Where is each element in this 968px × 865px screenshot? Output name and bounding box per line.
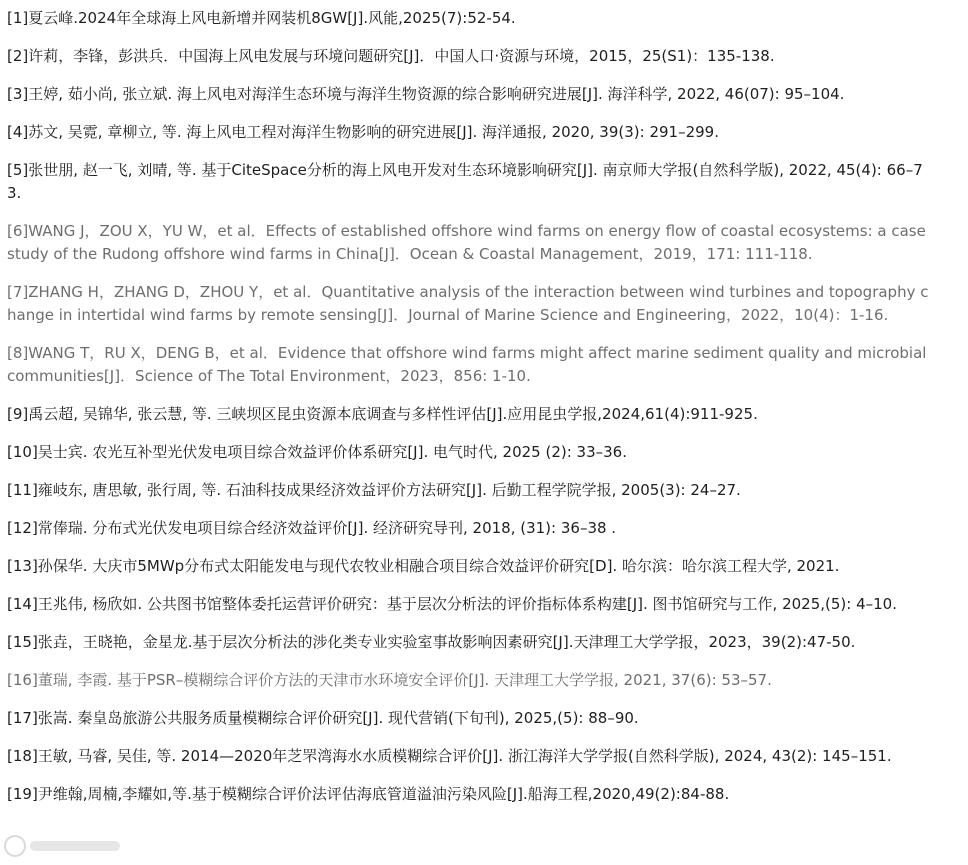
reference-item: [12]常俸瑞. 分布式光伏发电项目综合经济效益评价[J]. 经济研究导刊, 2018, (31): 36–38 . <box>7 519 617 537</box>
reference-item: [19]尹维翰,周楠,李耀如,等.基于模糊综合评价法评估海底管道溢油污染风险[J].船海工程,2020,49(2):84-88. <box>7 785 730 803</box>
reference-item: [7]ZHANG H，ZHANG D，ZHOU Y，et al．Quantitative analysis of the interaction between wind turbines and topography change in intertidal wind farms by remote sensing[J]．Journal of Marine Science and Engineering，2022，10(4)：1-16. <box>7 283 929 324</box>
reference-item: [14]王兆伟, 杨欣如. 公共图书馆整体委托运营评价研究：基于层次分析法的评价指标体系构建[J]. 图书馆研究与工作, 2025,(5): 4–10. <box>7 595 897 613</box>
reference-item: [8]WANG T，RU X，DENG B，et al．Evidence that offshore wind farms might affect marine sediment quality and microbial communities[J]．Science of The Total Environment，2023，856: 1-10. <box>7 344 927 385</box>
reference-item: [15]张垚，王晓艳，金星龙.基于层次分析法的涉化类专业实验室事故影响因素研究[J].天津理工大学学报，2023，39(2):47-50. <box>7 633 856 651</box>
reference-list <box>7 7 937 806</box>
reference-item: [3]王婷, 茹小尚, 张立斌. 海上风电对海洋生态环境与海洋生物资源的综合影响研究进展[J]. 海洋科学, 2022, 46(07): 95–104. <box>7 85 845 103</box>
reference-item: [2]许莉，李锋，彭洪兵．中国海上风电发展与环境问题研究[J]．中国人口·资源与环境，2015，25(S1)：135-138. <box>7 47 775 65</box>
reference-item: [17]张嵩. 秦皇岛旅游公共服务质量模糊综合评价研究[J]. 现代营销(下旬刊), 2025,(5): 88–90. <box>7 709 639 727</box>
reference-item: [11]雍岐东, 唐思敏, 张行周, 等. 石油科技成果经济效益评价方法研究[J]. 后勤工程学院学报, 2005(3): 24–27. <box>7 481 741 499</box>
reference-item: [16]董瑞, 李霞. 基于PSR–模糊综合评价方法的天津市水环境安全评价[J]. 天津理工大学学报, 2021, 37(6): 53–57. <box>7 671 772 689</box>
reference-item: [1]夏云峰.2024年全球海上风电新增并网装机8GW[J].风能,2025(7):52-54. <box>7 9 516 27</box>
reference-item: [10]吴士宾. 农光互补型光伏发电项目综合效益评价体系研究[J]. 电气时代, 2025 (2): 33–36. <box>7 443 627 461</box>
reference-item: [13]孙保华. 大庆市5MWp分布式太阳能发电与现代农牧业相融合项目综合效益评价研究[D]. 哈尔滨：哈尔滨工程大学, 2021. <box>7 557 840 575</box>
reference-item: [4]苏文, 吴霓, 章柳立, 等. 海上风电工程对海洋生物影响的研究进展[J]. 海洋通报, 2020, 39(3): 291–299. <box>7 123 719 141</box>
reference-item: [18]王敏, 马睿, 吴佳, 等. 2014—2020年芝罘湾海水水质模糊综合评价[J]. 浙江海洋大学学报(自然科学版), 2024, 43(2): 145–151. <box>7 747 892 765</box>
watermark-logo <box>4 832 134 860</box>
reference-item: [9]禹云超, 吴锦华, 张云慧, 等. 三峡坝区昆虫资源本底调查与多样性评估[J].应用昆虫学报,2024,61(4):911-925. <box>7 405 758 423</box>
reference-item: [6]WANG J，ZOU X，YU W，et al．Effects of established offshore wind farms on energy flow of coastal ecosystems: a case study of the Rudong offshore wind farms in China[J]．Ocean & Coastal Management，2019，171: 111-118. <box>7 222 926 263</box>
watermark-bar <box>30 841 120 851</box>
watermark-glyph-icon <box>4 835 26 857</box>
reference-item: [5]张世朋, 赵一飞, 刘晴, 等. 基于CiteSpace分析的海上风电开发对生态环境影响研究[J]. 南京师大学报(自然科学版), 2022, 45(4): 66–73. <box>7 161 923 202</box>
